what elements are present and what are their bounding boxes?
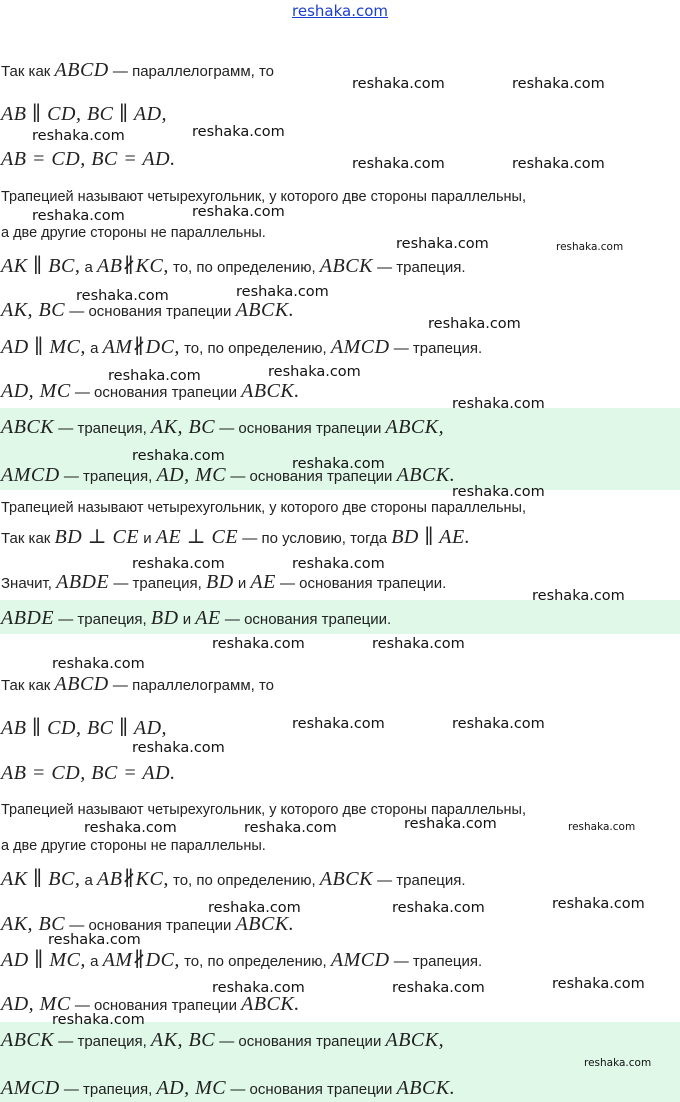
watermark: reshaka.com: [396, 236, 489, 252]
formula-line: AB = CD, BC = AD.: [1, 148, 176, 170]
watermark: reshaka.com: [372, 636, 465, 652]
watermark: reshaka.com: [244, 820, 337, 836]
answer-line: ABCK — трапеция, AK, BC — основания трапеции ABCK,: [1, 1029, 445, 1051]
formula-line: AB ∥ CD, BC ∥ AD,: [1, 717, 168, 739]
watermark: reshaka.com: [48, 932, 141, 948]
watermark: reshaka.com: [132, 556, 225, 572]
watermark: reshaka.com: [292, 556, 385, 572]
reasoning-line: AK ∥ BC, а AB∦KC, то, по определению, ABCK — трапеция.: [1, 868, 466, 890]
watermark: reshaka.com: [108, 368, 201, 384]
watermark: reshaka.com: [212, 636, 305, 652]
watermark: reshaka.com: [584, 1057, 652, 1069]
watermark: reshaka.com: [292, 716, 385, 732]
watermark: reshaka.com: [392, 980, 485, 996]
definition-line: а две другие стороны не параллельны.: [1, 225, 266, 241]
watermark: reshaka.com: [292, 456, 385, 472]
watermark: reshaka.com: [212, 980, 305, 996]
reasoning-line: AK, BC — основания трапеции ABCK.: [1, 299, 295, 321]
watermark: reshaka.com: [568, 821, 636, 833]
reasoning-line: Значит, ABDE — трапеция, BD и AE — основания трапеции.: [1, 571, 447, 593]
intro-line: Так как ABCD — параллелограмм, то: [1, 673, 275, 695]
intro-line: Так как ABCD — параллелограмм, то: [1, 59, 275, 81]
watermark: reshaka.com: [404, 816, 497, 832]
reasoning-line: Так как BD ⊥ CE и AE ⊥ CE — по условию, тогда BD ∥ AE.: [1, 526, 471, 548]
answer-line: ABDE — трапеция, BD и AE — основания трапеции.: [1, 607, 392, 629]
watermark: reshaka.com: [552, 896, 645, 912]
watermark: reshaka.com: [76, 288, 169, 304]
watermark: reshaka.com: [452, 716, 545, 732]
reasoning-line: AD ∥ MC, а AM∦DC, то, по определению, AMCD — трапеция.: [1, 336, 483, 358]
definition-line: Трапецией называют четырехугольник, у которого две стороны параллельны,: [1, 802, 527, 818]
watermark: reshaka.com: [452, 396, 545, 412]
answer-line: AMCD — трапеция, AD, MC — основания трапеции ABCK.: [1, 464, 456, 486]
definition-line: Трапецией называют четырехугольник, у которого две стороны параллельны,: [1, 500, 527, 516]
reasoning-line: AD ∥ MC, а AM∦DC, то, по определению, AMCD — трапеция.: [1, 949, 483, 971]
reasoning-line: AD, MC — основания трапеции ABCK.: [1, 380, 300, 402]
watermark: reshaka.com: [208, 900, 301, 916]
watermark: reshaka.com: [428, 316, 521, 332]
watermark: reshaka.com: [556, 241, 624, 253]
reasoning-line: AK, BC — основания трапеции ABCK.: [1, 913, 295, 935]
watermark: reshaka.com: [32, 128, 125, 144]
reasoning-line: AD, MC — основания трапеции ABCK.: [1, 993, 300, 1015]
site-logo-link[interactable]: reshaka.com: [292, 2, 388, 20]
watermark: reshaka.com: [512, 156, 605, 172]
watermark: reshaka.com: [352, 156, 445, 172]
watermark: reshaka.com: [452, 484, 545, 500]
watermark: reshaka.com: [84, 820, 177, 836]
watermark: reshaka.com: [52, 656, 145, 672]
watermark: reshaka.com: [132, 448, 225, 464]
answer-line: ABCK — трапеция, AK, BC — основания трапеции ABCK,: [1, 416, 445, 438]
definition-line: Трапецией называют четырехугольник, у которого две стороны параллельны,: [1, 189, 527, 205]
watermark: reshaka.com: [552, 976, 645, 992]
watermark: reshaka.com: [192, 124, 285, 140]
watermark: reshaka.com: [236, 284, 329, 300]
watermark: reshaka.com: [132, 740, 225, 756]
reasoning-line: AK ∥ BC, а AB∦KC, то, по определению, ABCK — трапеция.: [1, 255, 466, 277]
answer-line: AMCD — трапеция, AD, MC — основания трапеции ABCK.: [1, 1077, 456, 1099]
watermark: reshaka.com: [32, 208, 125, 224]
watermark: reshaka.com: [52, 1012, 145, 1028]
watermark: reshaka.com: [392, 900, 485, 916]
definition-line: а две другие стороны не параллельны.: [1, 838, 266, 854]
formula-line: AB = CD, BC = AD.: [1, 762, 176, 784]
formula-line: AB ∥ CD, BC ∥ AD,: [1, 103, 168, 125]
watermark: reshaka.com: [532, 588, 625, 604]
watermark: reshaka.com: [268, 364, 361, 380]
watermark: reshaka.com: [352, 76, 445, 92]
watermark: reshaka.com: [192, 204, 285, 220]
watermark: reshaka.com: [512, 76, 605, 92]
